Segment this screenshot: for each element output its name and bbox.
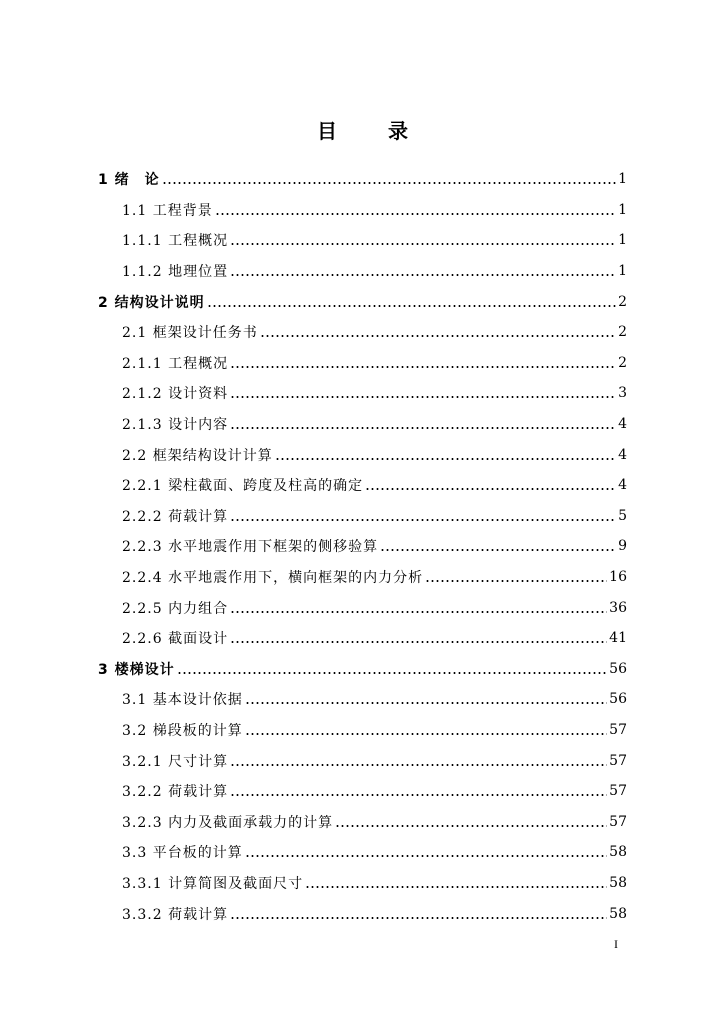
toc-entry[interactable] <box>98 654 627 685</box>
toc-leader-dots <box>245 845 607 859</box>
toc-entry-page: 3 <box>618 385 627 402</box>
toc-leader-dots <box>230 509 616 523</box>
toc-entry-page: 1 <box>618 171 627 188</box>
toc-entry-title: 2.2.4 水平地震作用下，横向框架的内力分析 <box>122 570 424 587</box>
toc-entry[interactable] <box>98 409 627 440</box>
toc-entry-page: 57 <box>609 721 627 738</box>
toc-entry[interactable] <box>98 164 627 195</box>
table-of-contents <box>98 164 627 929</box>
toc-entry[interactable] <box>98 684 627 715</box>
toc-entry-title: 2.1.3 设计内容 <box>122 417 229 434</box>
toc-entry[interactable] <box>98 256 627 287</box>
toc-leader-dots <box>230 784 607 798</box>
toc-entry[interactable] <box>98 745 627 776</box>
toc-entry-title: 2.2.3 水平地震作用下框架的侧移验算 <box>122 539 379 556</box>
toc-entry-page: 56 <box>609 660 627 677</box>
toc-leader-dots <box>230 356 616 370</box>
toc-entry[interactable] <box>98 623 627 654</box>
toc-entry-page: 4 <box>618 416 627 433</box>
toc-leader-dots <box>245 692 607 706</box>
toc-entry[interactable] <box>98 439 627 470</box>
toc-entry[interactable] <box>98 348 627 379</box>
toc-leader-dots <box>335 815 607 829</box>
toc-entry-title: 1.1.2 地理位置 <box>122 264 229 281</box>
toc-entry-title: 1 绪 论 <box>98 172 160 189</box>
toc-entry[interactable] <box>98 776 627 807</box>
toc-entry[interactable] <box>98 225 627 256</box>
toc-leader-dots <box>425 570 607 584</box>
toc-leader-dots <box>245 723 607 737</box>
toc-entry[interactable] <box>98 195 627 226</box>
toc-entry-page: 58 <box>609 874 627 891</box>
toc-entry-page: 57 <box>609 813 627 830</box>
toc-leader-dots <box>230 754 607 768</box>
toc-entry-page: 2 <box>618 324 627 341</box>
toc-entry-title: 2.1.1 工程概况 <box>122 355 229 372</box>
toc-leader-dots <box>230 417 616 431</box>
toc-entry-title: 2.1 框架设计任务书 <box>122 325 258 342</box>
toc-entry-title: 3 楼梯设计 <box>98 661 175 678</box>
toc-entry-title: 1.1.1 工程概况 <box>122 233 229 250</box>
toc-leader-dots <box>230 233 616 247</box>
toc-leader-dots <box>275 448 616 462</box>
toc-entry-title: 2 结构设计说明 <box>98 294 205 311</box>
toc-entry-title: 3.2 梯段板的计算 <box>122 722 243 739</box>
toc-entry-title: 2.2.6 截面设计 <box>122 631 229 648</box>
toc-entry-title: 2.2.2 荷载计算 <box>122 508 229 525</box>
toc-entry[interactable] <box>98 286 627 317</box>
toc-entry-title: 3.3 平台板的计算 <box>122 845 243 862</box>
toc-entry[interactable] <box>98 317 627 348</box>
toc-leader-dots <box>230 386 616 400</box>
toc-entry-title: 2.2.5 内力组合 <box>122 600 229 617</box>
toc-entry-page: 16 <box>609 569 627 586</box>
toc-entry[interactable] <box>98 715 627 746</box>
toc-leader-dots <box>207 295 616 309</box>
toc-leader-dots <box>230 631 607 645</box>
toc-leader-dots <box>230 264 616 278</box>
toc-entry-page: 41 <box>609 630 627 647</box>
toc-entry-page: 56 <box>609 691 627 708</box>
toc-entry-page: 4 <box>618 477 627 494</box>
toc-entry-title: 2.1.2 设计资料 <box>122 386 229 403</box>
toc-leader-dots <box>365 478 616 492</box>
page-title: 目 录 <box>317 119 430 143</box>
toc-entry-title: 2.2.1 梁柱截面、跨度及柱高的确定 <box>122 478 364 495</box>
toc-entry[interactable] <box>98 562 627 593</box>
toc-entry-page: 1 <box>618 201 627 218</box>
toc-entry-title: 3.3.1 计算简图及截面尺寸 <box>122 875 304 892</box>
toc-entry-title: 3.2.3 内力及截面承载力的计算 <box>122 814 334 831</box>
toc-entry-title: 1.1 工程背景 <box>122 202 213 219</box>
toc-entry-title: 3.1 基本设计依据 <box>122 692 243 709</box>
toc-entry-page: 58 <box>609 905 627 922</box>
toc-entry[interactable] <box>98 592 627 623</box>
toc-leader-dots <box>230 907 607 921</box>
toc-entry-page: 1 <box>618 263 627 280</box>
toc-entry-page: 4 <box>618 446 627 463</box>
toc-entry[interactable] <box>98 531 627 562</box>
toc-entry-page: 57 <box>609 783 627 800</box>
toc-entry[interactable] <box>98 837 627 868</box>
toc-entry-page: 58 <box>609 844 627 861</box>
toc-entry-page: 9 <box>618 538 627 555</box>
toc-leader-dots <box>162 172 616 186</box>
toc-entry[interactable] <box>98 501 627 532</box>
toc-entry-page: 36 <box>609 599 627 616</box>
toc-entry-page: 2 <box>618 293 627 310</box>
toc-entry-title: 3.3.2 荷载计算 <box>122 906 229 923</box>
toc-leader-dots <box>230 601 607 615</box>
toc-entry[interactable] <box>98 470 627 501</box>
toc-leader-dots <box>215 203 616 217</box>
toc-entry-page: 57 <box>609 752 627 769</box>
toc-leader-dots <box>260 325 616 339</box>
toc-entry-title: 2.2 框架结构设计计算 <box>122 447 273 464</box>
toc-entry[interactable] <box>98 806 627 837</box>
toc-entry[interactable] <box>98 378 627 409</box>
toc-entry-title: 3.2.2 荷载计算 <box>122 784 229 801</box>
toc-entry-title: 3.2.1 尺寸计算 <box>122 753 229 770</box>
toc-leader-dots <box>380 539 616 553</box>
toc-entry[interactable] <box>98 898 627 929</box>
footer-page-number: I <box>614 937 618 951</box>
toc-entry-page: 5 <box>618 507 627 524</box>
toc-entry[interactable] <box>98 868 627 899</box>
toc-leader-dots <box>177 662 608 676</box>
toc-entry-page: 2 <box>618 354 627 371</box>
toc-leader-dots <box>305 876 607 890</box>
toc-entry-page: 1 <box>618 232 627 249</box>
